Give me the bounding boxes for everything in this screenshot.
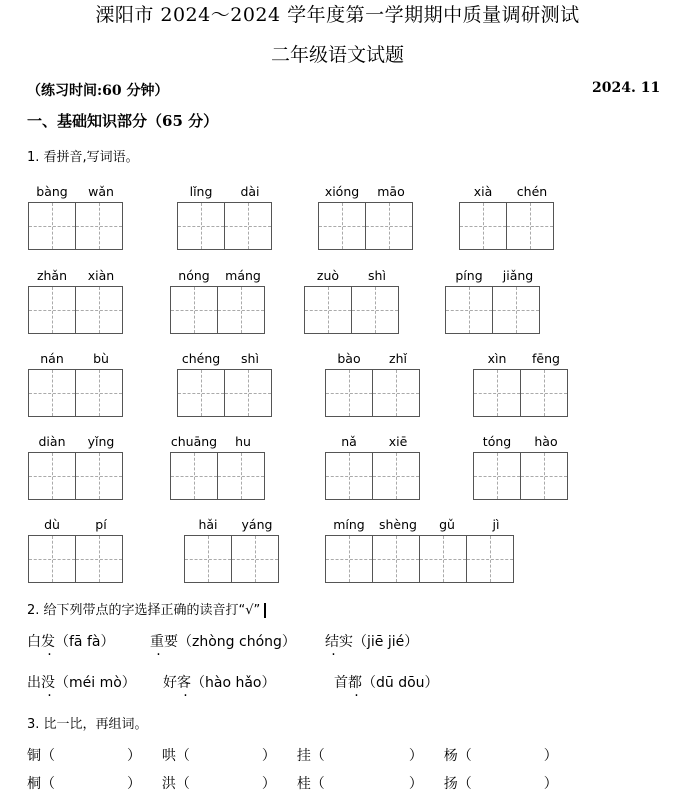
writing-cell[interactable] <box>325 369 373 417</box>
writing-cell[interactable] <box>466 535 514 583</box>
pinyin-label: wǎn <box>88 184 114 199</box>
writing-cell[interactable] <box>184 535 232 583</box>
writing-cell[interactable] <box>177 369 225 417</box>
pronunciation-options[interactable]: （hào hǎo） <box>191 675 276 691</box>
writing-cell[interactable] <box>325 452 373 500</box>
writing-grid <box>304 286 398 334</box>
pinyin-label: máng <box>225 268 261 283</box>
pinyin-label: shì <box>368 268 386 283</box>
pinyin-label: diàn <box>38 434 66 449</box>
section-title: 一、基础知识部分（65 分） <box>27 112 219 130</box>
writing-cell[interactable] <box>28 202 76 250</box>
pinyin-label: zhǐ <box>389 351 407 366</box>
pinyin-label: hu <box>235 434 251 449</box>
pinyin-label: nán <box>40 351 64 366</box>
writing-grid <box>170 452 264 500</box>
compare-row: 桐（ ） 洪（ ） 桂（ ） 扬（ ） <box>27 776 558 792</box>
pinyin-label: bù <box>93 351 109 366</box>
pronunciation-options[interactable]: （méi mò） <box>55 675 136 691</box>
writing-cell[interactable] <box>318 202 366 250</box>
writing-cell[interactable] <box>365 202 413 250</box>
writing-grid <box>473 369 567 417</box>
writing-cell[interactable] <box>177 202 225 250</box>
pinyin-label: zhǎn <box>36 268 68 283</box>
writing-cell[interactable] <box>217 452 265 500</box>
exam-duration: （练习时间:60 分钟） <box>27 83 169 99</box>
writing-cell[interactable] <box>351 286 399 334</box>
writing-cell[interactable] <box>170 452 218 500</box>
writing-grid <box>318 202 412 250</box>
pinyin-label: hào <box>534 434 558 449</box>
writing-grid <box>170 286 264 334</box>
question-2-prompt: 2. 给下列带点的字选择正确的读音打“√” <box>27 599 266 618</box>
pinyin-label: māo <box>377 184 405 199</box>
exam-date: 2024. 11 <box>592 80 661 96</box>
writing-cell[interactable] <box>372 535 420 583</box>
pinyin-label: lǐng <box>189 184 213 199</box>
pinyin-label: bàng <box>36 184 68 199</box>
pinyin-label: zuò <box>316 268 340 283</box>
writing-cell[interactable] <box>75 202 123 250</box>
pinyin-label: yǐng <box>87 434 115 449</box>
writing-grid <box>325 535 513 583</box>
pinyin-label: xióng <box>324 184 360 199</box>
pinyin-label: jì <box>492 517 500 532</box>
pinyin-label: chéng <box>181 351 221 366</box>
pinyin-label: nóng <box>178 268 210 283</box>
pinyin-label: xìn <box>487 351 507 366</box>
pinyin-label: míng <box>333 517 365 532</box>
question-3-prompt: 3. 比一比，再组词。 <box>27 717 148 732</box>
writing-cell[interactable] <box>492 286 540 334</box>
writing-grid <box>184 535 278 583</box>
pinyin-label: pí <box>95 517 107 532</box>
writing-cell[interactable] <box>75 369 123 417</box>
writing-cell[interactable] <box>459 202 507 250</box>
pinyin-label: xiē <box>388 434 408 449</box>
writing-grid <box>325 369 419 417</box>
writing-grid <box>28 535 122 583</box>
pinyin-label: gǔ <box>439 517 455 532</box>
writing-grid <box>459 202 553 250</box>
pinyin-label: xiàn <box>87 268 115 283</box>
pinyin-label: shèng <box>379 517 417 532</box>
pronunciation-item: 白发（fā fà） <box>27 634 115 650</box>
writing-grid <box>177 202 271 250</box>
pinyin-label: hǎi <box>198 517 218 532</box>
writing-cell[interactable] <box>75 452 123 500</box>
writing-cell[interactable] <box>224 202 272 250</box>
pinyin-label: chén <box>516 184 548 199</box>
pronunciation-item: 重要（zhòng chóng） <box>150 634 296 650</box>
pinyin-label: yáng <box>241 517 273 532</box>
writing-grid <box>445 286 539 334</box>
writing-cell[interactable] <box>473 369 521 417</box>
writing-grid <box>28 369 122 417</box>
writing-cell[interactable] <box>231 535 279 583</box>
pinyin-label: píng <box>455 268 483 283</box>
exam-title: 溧阳市 2024～2024 学年度第一学期期中质量调研测试 <box>95 4 580 26</box>
writing-cell[interactable] <box>506 202 554 250</box>
pronunciation-options[interactable]: （zhòng chóng） <box>178 634 296 650</box>
writing-grid <box>325 452 419 500</box>
pinyin-label: dài <box>240 184 260 199</box>
pinyin-label: fēng <box>532 351 560 366</box>
writing-cell[interactable] <box>419 535 467 583</box>
writing-grid <box>28 286 122 334</box>
writing-cell[interactable] <box>28 286 76 334</box>
pronunciation-options[interactable]: （fā fà） <box>55 634 115 650</box>
pinyin-label: shì <box>241 351 259 366</box>
pinyin-label: xià <box>473 184 493 199</box>
pronunciation-item: 好客（hào hǎo） <box>163 675 276 691</box>
pronunciation-options[interactable]: （dū dōu） <box>362 675 439 691</box>
pronunciation-options[interactable]: （jiē jié） <box>353 634 419 650</box>
writing-cell[interactable] <box>75 286 123 334</box>
text-cursor <box>264 603 266 618</box>
pinyin-label: jiǎng <box>502 268 534 283</box>
writing-cell[interactable] <box>445 286 493 334</box>
pronunciation-item: 结实（jiē jié） <box>325 634 419 650</box>
writing-cell[interactable] <box>325 535 373 583</box>
writing-cell[interactable] <box>520 369 568 417</box>
pronunciation-item: 首都（dū dōu） <box>334 675 439 691</box>
question-1-prompt: 1. 看拼音,写词语。 <box>27 150 139 165</box>
pronunciation-item: 出没（méi mò） <box>27 675 136 691</box>
pinyin-label: nǎ <box>341 434 357 449</box>
pinyin-label: tóng <box>482 434 512 449</box>
pinyin-label: bào <box>337 351 361 366</box>
writing-grid <box>28 452 122 500</box>
writing-cell[interactable] <box>224 369 272 417</box>
compare-row: 铜（ ） 哄（ ） 挂（ ） 杨（ ） <box>27 748 558 764</box>
writing-cell[interactable] <box>28 369 76 417</box>
writing-cell[interactable] <box>28 452 76 500</box>
writing-cell[interactable] <box>170 286 218 334</box>
pinyin-label: dù <box>44 517 60 532</box>
writing-cell[interactable] <box>75 535 123 583</box>
writing-cell[interactable] <box>520 452 568 500</box>
writing-cell[interactable] <box>473 452 521 500</box>
writing-cell[interactable] <box>304 286 352 334</box>
writing-grid <box>28 202 122 250</box>
writing-cell[interactable] <box>28 535 76 583</box>
writing-cell[interactable] <box>372 452 420 500</box>
writing-cell[interactable] <box>372 369 420 417</box>
writing-grid <box>177 369 271 417</box>
writing-cell[interactable] <box>217 286 265 334</box>
pinyin-label: chuāng <box>170 434 218 449</box>
exam-subtitle: 二年级语文试题 <box>270 44 404 66</box>
writing-grid <box>473 452 567 500</box>
